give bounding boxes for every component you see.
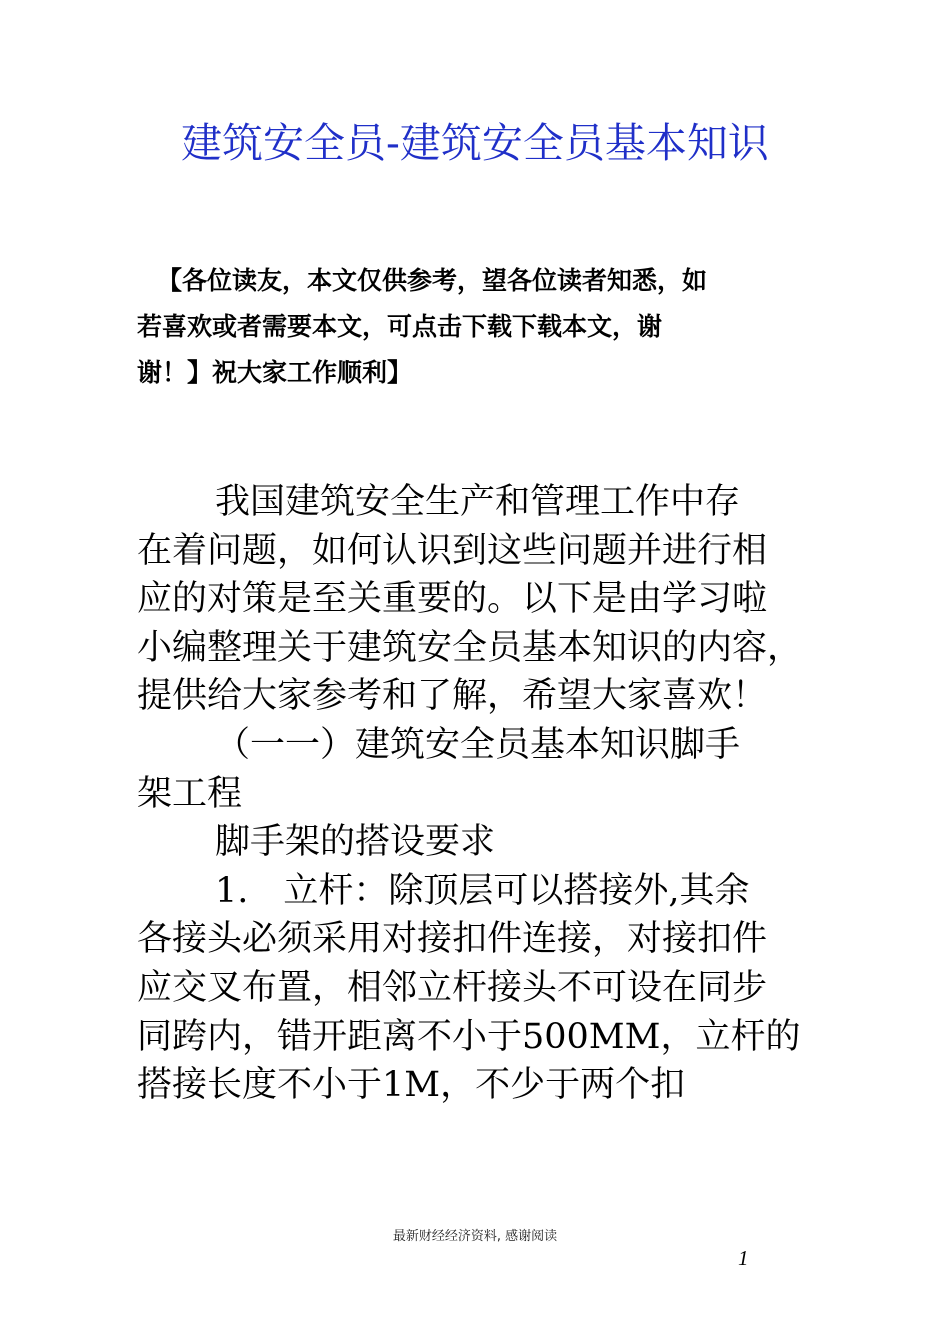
footer-note: 最新财经经济资料, 感谢阅读 — [392, 1229, 558, 1244]
body-line: 搭接长度不小于1M，不少于两个扣 — [137, 1065, 686, 1106]
notice-line: 谢！】祝大家工作顺利】 — [137, 358, 413, 387]
article-body — [137, 478, 837, 1110]
page-title: 建筑安全员-建筑安全员基本知识 — [181, 119, 769, 167]
notice-line: 若喜欢或者需要本文，可点击下载下载本文，谢 — [137, 312, 663, 341]
section-heading-line: 架工程 — [137, 773, 243, 814]
body-line: 应的对策是至关重要的。以下是由学习啦 — [137, 579, 768, 620]
body-line: 提供给大家参考和了解，希望大家喜欢！ — [137, 676, 768, 717]
page-number: 1 — [738, 1246, 749, 1270]
reader-notice — [137, 258, 827, 396]
body-line: 应交叉布置，相邻立杆接头不可设在同步 — [137, 967, 768, 1008]
body-line: 同跨内，错开距离不小于500MM，立杆的 — [137, 1016, 801, 1057]
notice-line: 【各位读友，本文仅供参考，望各位读者知悉，如 — [157, 266, 708, 295]
body-line: 在着问题，如何认识到这些问题并进行相 — [137, 530, 768, 571]
body-line: 我国建筑安全生产和管理工作中存 — [215, 482, 741, 522]
subheading-line: 脚手架的搭设要求 — [215, 822, 496, 863]
list-item-line: 1. 立杆：除顶层可以搭接外,其余 — [215, 870, 750, 911]
section-heading-line: （一一）建筑安全员基本知识脚手 — [215, 724, 741, 765]
body-line: 小编整理关于建筑安全员基本知识的内容， — [137, 627, 803, 668]
body-line: 各接头必须采用对接扣件连接，对接扣件 — [137, 919, 768, 960]
